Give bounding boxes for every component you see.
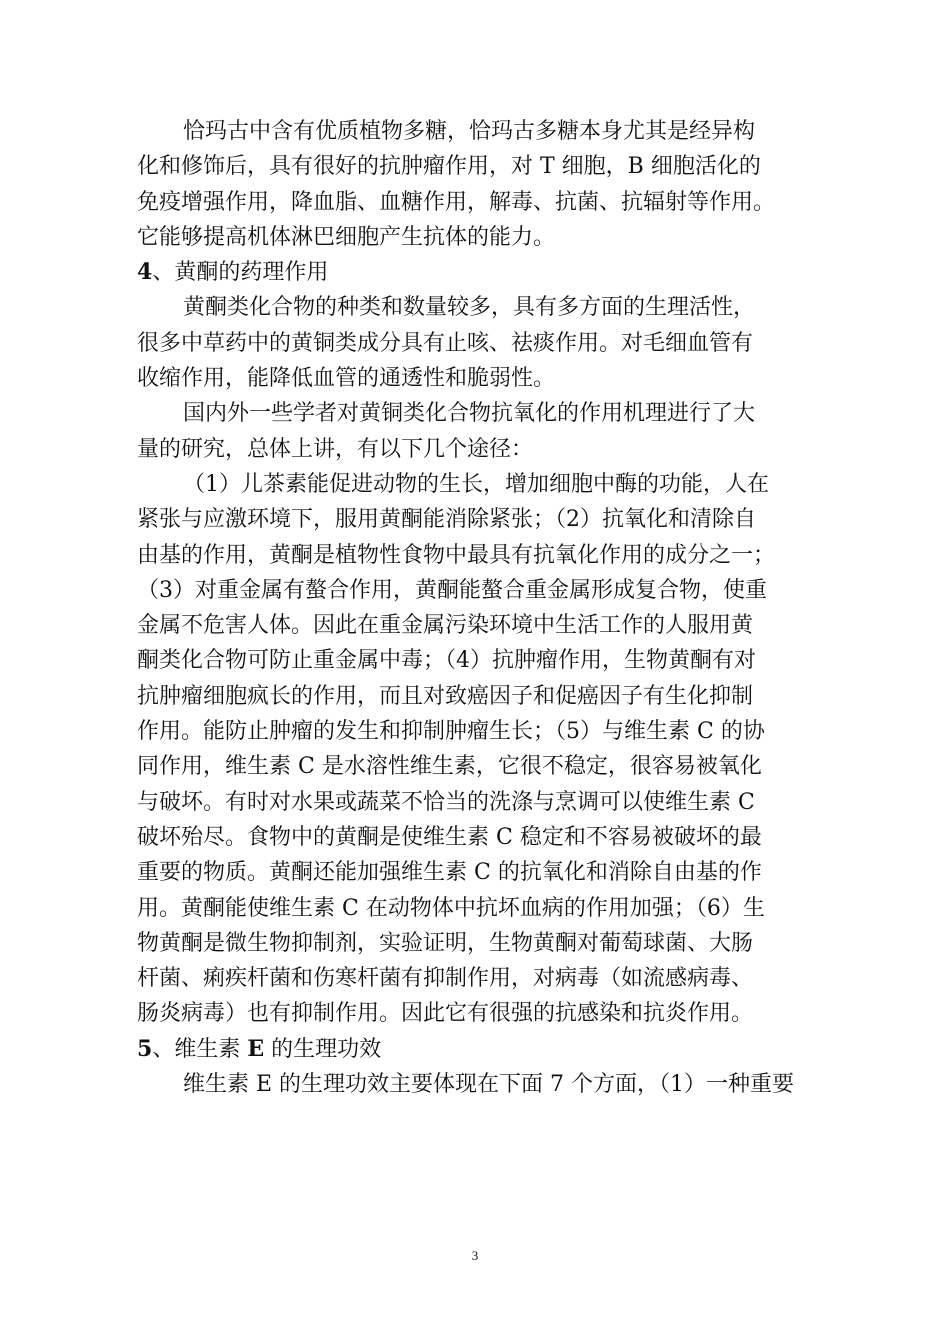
text-line: 作用。能防止肿瘤的发生和抑制肿瘤生长；（5）与维生素 C 的协 <box>137 719 765 745</box>
text-line: 金属不危害人体。因此在重金属污染环境中生活工作的人服用黄 <box>137 613 754 639</box>
section-heading <box>137 1032 817 1067</box>
text-line: （3）对重金属有螯合作用，黄酮能螯合重金属形成复合物，使重 <box>137 577 767 603</box>
section-title: 、黄酮的药理作用 <box>152 260 329 286</box>
text-line: 杆菌、痢疾杆菌和伤寒杆菌有抑制作用，对病毒（如流感病毒、 <box>137 966 754 992</box>
text-line: 同作用，维生素 C 是水溶性维生素，它很不稳定，很容易被氧化 <box>137 754 762 780</box>
text-line: 肠炎病毒）也有抑制作用。因此它有很强的抗感染和抗炎作用。 <box>137 1001 754 1027</box>
text-line: 酮类化合物可防止重金属中毒；（4）抗肿瘤作用，生物黄酮有对 <box>137 648 756 674</box>
text-line: 国内外一些学者对黄铜类化合物抗氧化的作用机理进行了大 <box>183 401 756 427</box>
text-line: 破坏殆尽。食物中的黄酮是使维生素 C 稳定和不容易被破坏的最 <box>137 824 762 850</box>
text-line: 很多中草药中的黄铜类成分具有止咳、祛痰作用。对毛细血管有 <box>137 330 754 356</box>
section-number: 4 <box>137 259 153 286</box>
text-line: 收缩作用，能降低血管的通透性和脆弱性。 <box>137 366 556 392</box>
text-line: 恰玛古中含有优质植物多糖，恰玛古多糖本身尤其是经异构 <box>183 119 756 144</box>
text-line: 免疫增强作用，降血脂、血糖作用，解毒、抗菌、抗辐射等作用。 <box>137 189 776 215</box>
section-number: 5 <box>137 1035 153 1062</box>
text-line: 与破坏。有时对水果或蔬菜不恰当的洗涤与烹调可以使维生素 C <box>137 789 755 815</box>
text-line: 它能够提高机体淋巴细胞产生抗体的能力。 <box>137 224 556 250</box>
text-line: 化和修饰后，具有很好的抗肿瘤作用，对 T 细胞，B 细胞活化的 <box>137 154 761 180</box>
text-line: 物黄酮是微生物抑制剂，实验证明，生物黄酮对葡萄球菌、大肠 <box>137 930 754 956</box>
text-line: 抗肿瘤细胞疯长的作用，而且对致癌因子和促癌因子有生化抑制 <box>137 683 754 709</box>
text-line: 由基的作用，黄酮是植物性食物中最具有抗氧化作用的成分之一； <box>137 542 776 568</box>
section-title-rest: 的生理功效 <box>264 1036 382 1062</box>
text-line: 量的研究，总体上讲，有以下几个途径： <box>137 436 534 462</box>
section-heading <box>137 255 817 290</box>
section-title: 、维生素 <box>152 1036 248 1062</box>
text-line: 黄酮类化合物的种类和数量较多，具有多方面的生理活性， <box>183 295 756 321</box>
text-line: 重要的物质。黄酮还能加强维生素 C 的抗氧化和消除自由基的作 <box>137 860 762 886</box>
page-number: 3 <box>471 1248 479 1263</box>
text-line: 紧张与应激环境下，服用黄酮能消除紧张；（2）抗氧化和清除自 <box>137 507 756 533</box>
text-line: 用。黄酮能使维生素 C 在动物体中抗坏血病的作用加强；（6）生 <box>137 895 765 921</box>
text-line: （1）儿茶素能促进动物的生长，增加细胞中酶的功能，人在 <box>183 471 769 497</box>
body-text <box>137 114 817 1102</box>
text-line: 维生素 E 的生理功效主要体现在下面 7 个方面，（1）一种重要 <box>183 1072 795 1098</box>
section-title-bold: E <box>247 1035 265 1062</box>
